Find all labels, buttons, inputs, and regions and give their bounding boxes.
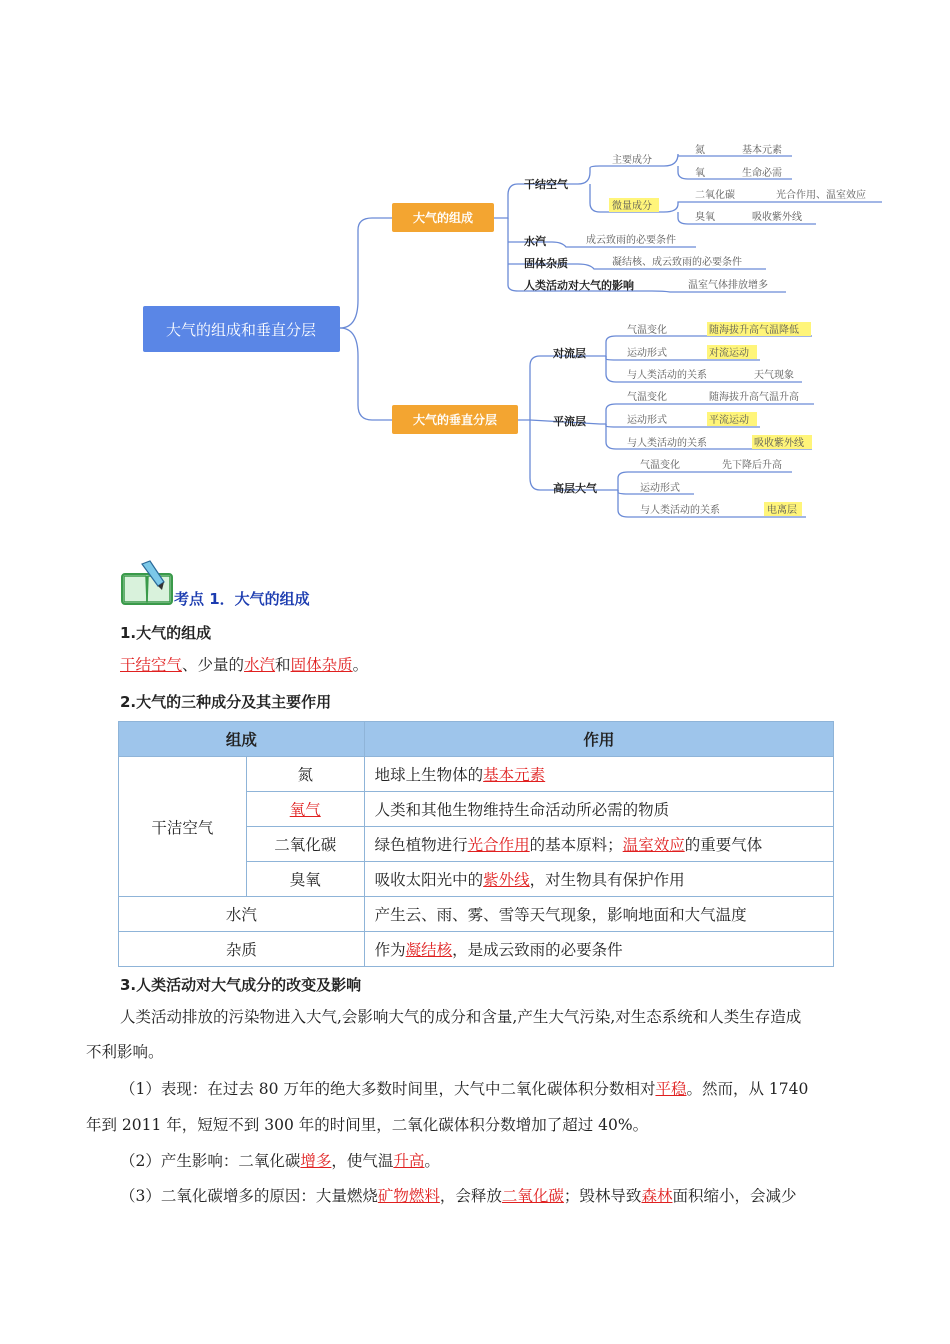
section-title: 考点 1．大气的组成 <box>174 590 310 608</box>
heading-composition: 1.大气的组成 <box>120 624 212 642</box>
cell-ozone: 臭氧 <box>246 862 364 897</box>
ozone-role: 吸收紫外线 <box>752 212 802 223</box>
text-fragment: 和 <box>275 656 291 674</box>
tropo-motion-value: 对流运动 <box>709 348 749 359</box>
text-fragment: ，对生物具有保护作用 <box>529 871 685 889</box>
term-rise: 升高 <box>393 1152 425 1170</box>
oxygen-role: 生命必需 <box>742 168 782 179</box>
text-fragment: 作为 <box>374 941 406 959</box>
paragraph-causes <box>120 1187 796 1206</box>
cell-impurity-role <box>364 932 833 967</box>
term-fossil-fuel: 矿物燃料 <box>377 1187 440 1205</box>
cell-oxygen <box>246 792 364 827</box>
cell-impurity: 杂质 <box>119 932 365 967</box>
composition-label: 大气的组成 <box>412 211 474 225</box>
term-water-vapor: 水汽 <box>244 656 276 674</box>
book-pencil-icon <box>120 560 176 606</box>
co2-role: 光合作用、温室效应 <box>776 190 866 201</box>
cell-water-role: 产生云、雨、雾、雪等天气现象，影响地面和大气温度 <box>364 897 833 932</box>
mind-map <box>0 0 950 540</box>
text-fragment: 绿色植物进行 <box>374 836 468 854</box>
dry-air-label: 干结空气 <box>524 178 568 191</box>
term-basic-element: 基本元素 <box>483 766 546 784</box>
mindmap-root: 大气的组成和垂直分层 <box>165 321 317 339</box>
text-fragment: ，会释放 <box>439 1187 502 1205</box>
table-header-role: 作用 <box>364 722 833 757</box>
ozone-label: 臭氧 <box>695 212 715 223</box>
term-condensation-nuclei: 凝结核 <box>405 941 453 959</box>
water-vapor-role: 成云致雨的必要条件 <box>586 235 676 246</box>
term-stable: 平稳 <box>655 1080 687 1098</box>
strato-motion-label: 运动形式 <box>627 415 667 426</box>
human-activity-paragraph: 人类活动排放的污染物进入大气,会影响大气的成分和含量,产生大气污染,对生态系统和人类生存造成 <box>120 1008 802 1026</box>
term-forest: 森林 <box>641 1187 673 1205</box>
tropo-temp-value: 随海拔升高气温降低 <box>709 325 799 336</box>
stratosphere-label: 平流层 <box>553 415 586 428</box>
paragraph-manifestation <box>120 1080 808 1099</box>
strato-temp-label: 气温变化 <box>627 392 667 403</box>
human-impact-label: 人类活动对大气的影响 <box>524 279 634 292</box>
composition-paragraph <box>120 656 368 675</box>
table-header-composition: 组成 <box>119 722 365 757</box>
cell-ozone-role <box>364 862 833 897</box>
strato-motion-value: 平流运动 <box>709 415 749 426</box>
section-header <box>120 560 520 608</box>
cell-nitrogen-role <box>364 757 833 792</box>
upper-temp-label: 气温变化 <box>640 460 680 471</box>
text-fragment: ，使气温 <box>331 1152 394 1170</box>
paragraph-manifestation-cont: 年到 2011 年，短短不到 300 年的时间里，二氧化碳体积分数增加了超过 40%。 <box>86 1116 649 1134</box>
upper-human-value: 电离层 <box>767 505 797 516</box>
text-fragment: 地球上生物体的 <box>374 766 484 784</box>
term-oxygen: 氧气 <box>289 801 321 819</box>
tropo-motion-label: 运动形式 <box>627 348 667 359</box>
term-greenhouse: 温室效应 <box>622 836 685 854</box>
trace-components-label: 微量成分 <box>612 201 652 212</box>
strato-temp-value: 随海拔升高气温升高 <box>709 392 799 403</box>
text-fragment: ，是成云致雨的必要条件 <box>452 941 623 959</box>
cell-co2-role <box>364 827 833 862</box>
components-table <box>118 721 834 967</box>
text-fragment: 吸收太阳光中的 <box>374 871 484 889</box>
text-fragment: （3）二氧化碳增多的原因：大量燃烧 <box>120 1187 378 1205</box>
table-header-row <box>119 722 834 757</box>
cell-oxygen-role: 人类和其他生物维持生命活动所必需的物质 <box>364 792 833 827</box>
text-fragment: 的基本原料； <box>529 836 623 854</box>
paragraph-effect <box>120 1152 440 1171</box>
upper-temp-value: 先下降后升高 <box>722 460 782 471</box>
human-impact-role: 温室气体排放增多 <box>688 280 768 291</box>
text-fragment: 的重要气体 <box>684 836 763 854</box>
nitrogen-role: 基本元素 <box>742 145 782 156</box>
text-fragment: （1）表现：在过去 80 万年的绝大多数时间里，大气中二氧化碳体积分数相对 <box>120 1080 656 1098</box>
term-increase: 增多 <box>300 1152 332 1170</box>
cell-dry-air: 干洁空气 <box>119 757 247 897</box>
impurities-label: 固体杂质 <box>524 257 568 270</box>
main-components-label: 主要成分 <box>612 155 652 166</box>
table-row <box>119 757 834 792</box>
text-fragment: 。 <box>352 656 369 674</box>
layers-label: 大气的垂直分层 <box>412 413 498 427</box>
term-uv: 紫外线 <box>483 871 530 889</box>
text-fragment: ；毁林导致 <box>563 1187 642 1205</box>
cell-nitrogen: 氮 <box>246 757 364 792</box>
co2-label: 二氧化碳 <box>695 190 735 201</box>
oxygen-label: 氧 <box>695 168 705 179</box>
strato-human-value: 吸收紫外线 <box>754 438 804 449</box>
text-fragment: 。 <box>424 1152 440 1170</box>
nitrogen-label: 氮 <box>695 145 705 156</box>
water-vapor-label: 水汽 <box>524 235 546 248</box>
upper-atmosphere-label: 高层大气 <box>553 482 597 495</box>
text-fragment: （2）产生影响：二氧化碳 <box>120 1152 301 1170</box>
cell-co2: 二氧化碳 <box>246 827 364 862</box>
text-fragment: 面积缩小，会减少 <box>672 1187 797 1205</box>
upper-human-label: 与人类活动的关系 <box>640 505 720 516</box>
heading-three-components: 2.大气的三种成分及其主要作用 <box>120 693 332 711</box>
term-impurities: 固体杂质 <box>290 656 353 674</box>
tropo-temp-label: 气温变化 <box>627 325 667 336</box>
text-fragment: 、少量的 <box>182 656 245 674</box>
text-fragment: 。然而，从 1740 <box>686 1080 809 1098</box>
heading-human-activity: 3.人类活动对大气成分的改变及影响 <box>120 976 362 994</box>
term-dry-air: 干结空气 <box>120 656 183 674</box>
human-activity-paragraph-cont: 不利影响。 <box>86 1043 164 1061</box>
tropo-human-label: 与人类活动的关系 <box>627 370 707 381</box>
tropo-human-value: 天气现象 <box>754 370 794 381</box>
table-row <box>119 932 834 967</box>
table-row <box>119 897 834 932</box>
term-carbon-dioxide: 二氧化碳 <box>501 1187 564 1205</box>
cell-water: 水汽 <box>119 897 365 932</box>
impurities-role: 凝结核、成云致雨的必要条件 <box>612 257 742 268</box>
term-photosynthesis: 光合作用 <box>467 836 530 854</box>
strato-human-label: 与人类活动的关系 <box>627 438 707 449</box>
upper-motion-label: 运动形式 <box>640 483 680 494</box>
troposphere-label: 对流层 <box>553 347 586 360</box>
